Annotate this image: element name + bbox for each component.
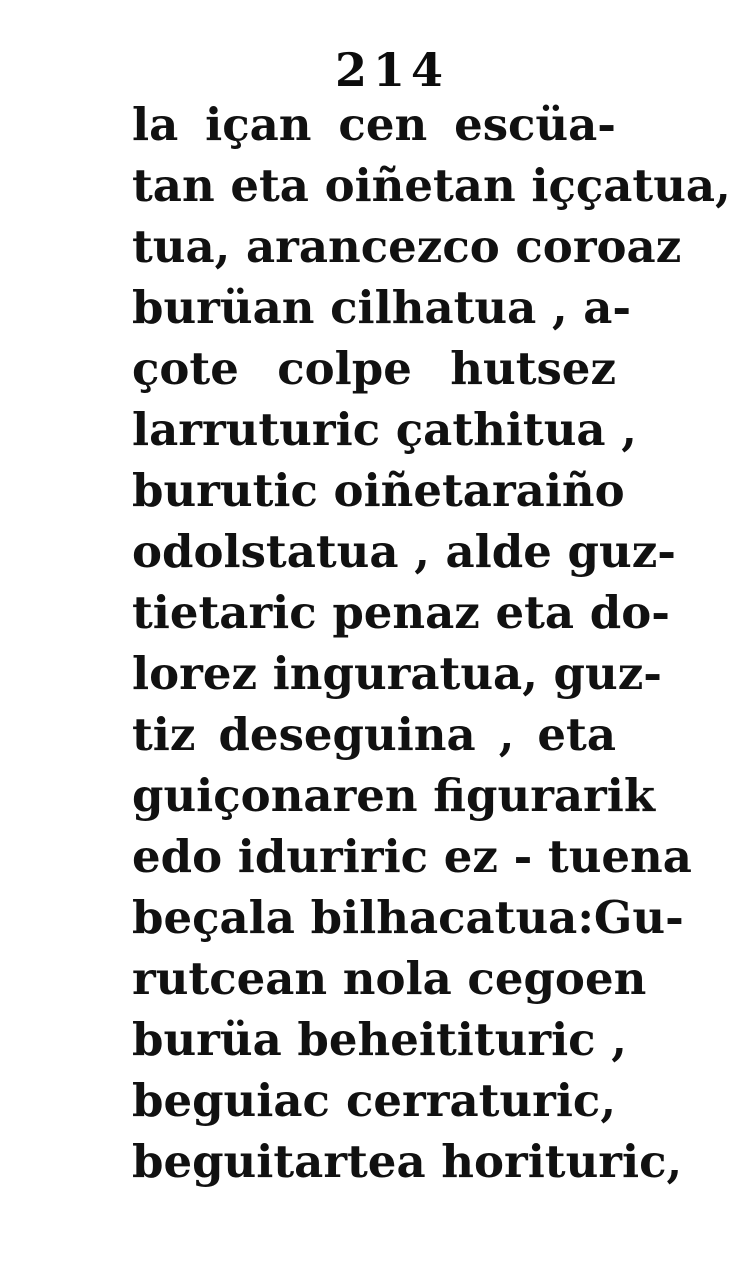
text-line: beguitartea horituric, [132, 1135, 683, 1188]
page-number: 214 [335, 43, 450, 97]
text-line: tua, arancezco coroaz [132, 220, 682, 273]
text-line: tiz deseguina , eta [132, 708, 616, 761]
text-line: burüan cilhatua , a- [132, 281, 632, 334]
text-line: larruturic çathitua , [132, 403, 637, 456]
text-line: edo iduriric ez - tuena [132, 830, 692, 883]
text-line: burüa beheitituric , [132, 1013, 627, 1066]
text-line: burutic oiñetaraiño [132, 464, 625, 517]
text-line: rutcean nola cegoen [132, 952, 647, 1005]
text-line: beguiac cerraturic, [132, 1074, 616, 1127]
text-line: tan eta oiñetan iççatua, [132, 159, 731, 212]
text-line: odolstatua , alde guz- [132, 525, 676, 578]
body-text [132, 94, 731, 1192]
text-line: tietaric penaz eta do- [132, 586, 670, 639]
text-line: çote colpe hutsez [132, 342, 616, 395]
text-line: la içan cen escüa- [132, 98, 616, 151]
text-line: lorez inguratua, guz- [132, 647, 662, 700]
text-line: beçala bilhacatua:Gu- [132, 891, 684, 944]
text-line: guiçonaren figurarik [132, 769, 656, 822]
